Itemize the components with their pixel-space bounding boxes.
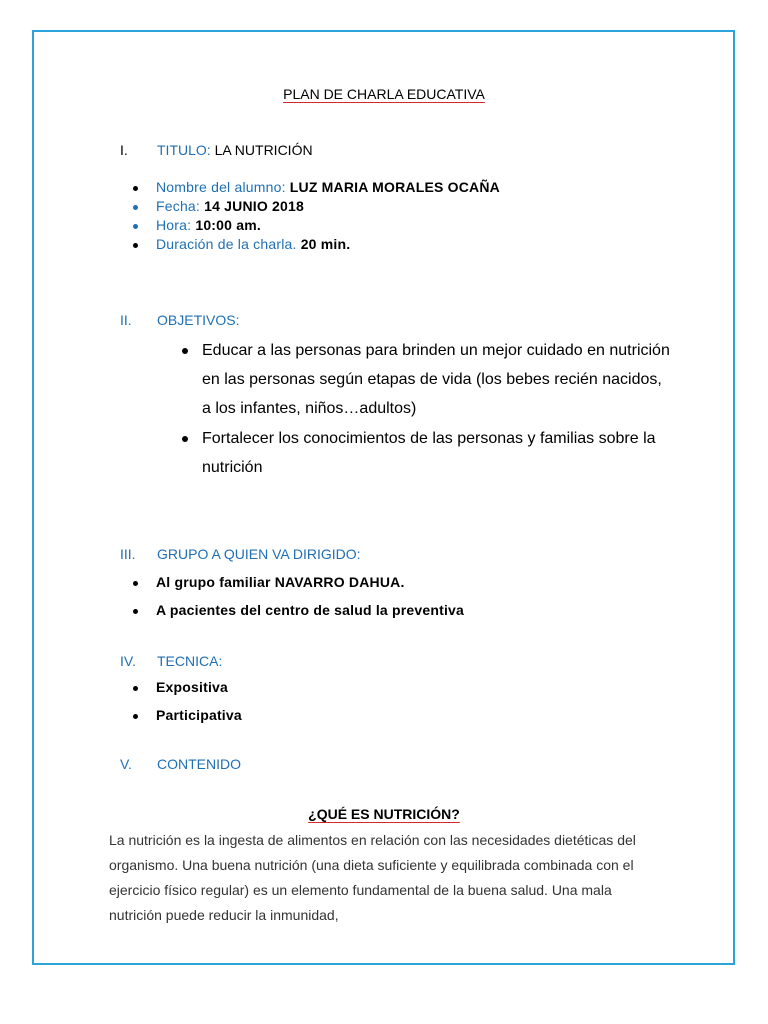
technique-item: Expositiva [156,679,229,695]
objective-item: Fortalecer los conocimientos de las personas y familias sobre la nutrición [202,430,656,476]
content-subheading: ¿QUÉ ES NUTRICIÓN? [308,806,460,822]
info-item-student [156,179,500,195]
section-3-heading: GRUPO A QUIEN VA DIRIGIDO: [157,546,361,562]
section-5-heading: CONTENIDO [157,756,241,772]
section-3-number: III. [120,546,136,562]
technique-item: Participativa [156,707,242,723]
section-5-number: V. [120,756,132,772]
section-1-number: I. [120,142,128,158]
page-border [32,30,735,965]
document-title: PLAN DE CHARLA EDUCATIVA [283,86,485,102]
info-label: Hora: [156,217,192,233]
info-item-date [156,198,304,214]
info-value: 20 min. [300,236,351,252]
bullet-icon [133,581,138,586]
bullet-icon [133,186,138,191]
section-1-value: LA NUTRICIÓN [214,142,313,158]
section-4-heading: TECNICA: [157,653,223,669]
info-item-time [156,217,261,233]
bullet-icon [133,686,138,691]
section-1-label: TITULO: [157,142,211,158]
info-item-duration [156,236,350,252]
info-value: 14 JUNIO 2018 [204,198,304,214]
section-4-number: IV. [120,653,136,669]
audience-item: Al grupo familiar NAVARRO DAHUA. [156,574,405,590]
bullet-icon [182,348,188,354]
bullet-icon [133,609,138,614]
info-label: Nombre del alumno: [156,179,286,195]
bullet-icon [133,205,138,210]
section-1-heading [157,142,313,158]
bullet-icon [133,224,138,229]
content-paragraph: La nutrición es la ingesta de alimentos en relación con las necesidades dietéticas del organismo. Una buena nutrición (una dieta suficiente y equilibrada combinada con el ejercicio físico regular) es un elemento fundamental de la buena salud. Una mala nutrición puede reducir la inmunidad, [109,832,636,923]
section-2-heading: OBJETIVOS: [157,312,240,328]
info-label: Duración de la charla. [156,236,297,252]
info-value: 10:00 am. [195,217,261,233]
info-value: LUZ MARIA MORALES OCAÑA [289,179,500,195]
info-label: Fecha: [156,198,200,214]
objective-item: Educar a las personas para brinden un mejor cuidado en nutrición en las personas según etapas de vida (los bebes recién nacidos, a los infantes, niños…adultos) [202,342,670,417]
audience-item: A pacientes del centro de salud la preventiva [156,602,465,618]
bullet-icon [133,714,138,719]
bullet-icon [133,243,138,248]
section-2-number: II. [120,312,132,328]
bullet-icon [182,436,188,442]
